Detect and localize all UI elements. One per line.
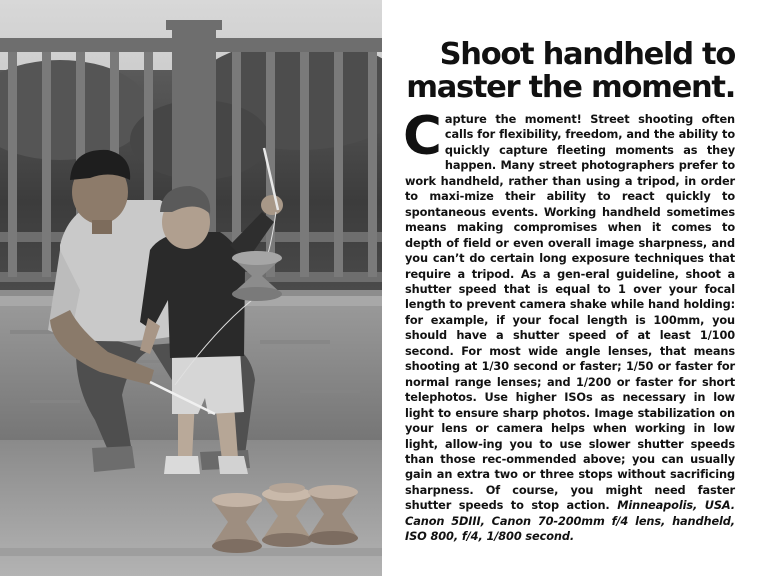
article-column [405,38,735,545]
photo-caption: Minneapolis, USA. Canon 5DIII, Canon 70-200mm f/4 lens, handheld, ISO 800, f/4, 1/800 second. [405,498,735,544]
body-text: apture the moment! Street shooting often calls for flexibility, freedom, and the ability to quickly capture fleeting moments as they happen. Many street photographers prefer to work handheld, rather than using a tripod, in order to maxi-mize their ability to react quickly to spontaneous events. Working handheld sometimes means making compromises when it comes to depth of field or even overall image sharpness, and you can’t do certain long exposure techniques that require a tripod. As a gen-eral guideline, shoot a shutter speed that is equal to 1 over your focal length to prevent camera shake while hand holding: for example, if your focal length is 100mm, you should have a shutter speed of at least 1/100 second. For most wide angle lenses, that means shooting at 1/30 second or faster; 1/50 or faster for normal range lenses; and 1/200 or faster for short telephotos. Use higher ISOs as necessary in low light to ensure sharp photos. Image stabilization on your lens or camera helps when working in low light, allow-ing you to use slower shutter speeds than those rec-ommended above; you can usually gain an extra two or three stops without sacrificing sharpness. Of course, you might need faster shutter speeds to stop action. [405,112,735,513]
street-photo [0,0,382,576]
article-headline [405,38,735,104]
headline-line-2: master the moment. [406,70,735,105]
article-body [403,106,735,545]
drop-cap: C [403,106,441,167]
headline-line-1: Shoot handheld to [439,37,735,72]
